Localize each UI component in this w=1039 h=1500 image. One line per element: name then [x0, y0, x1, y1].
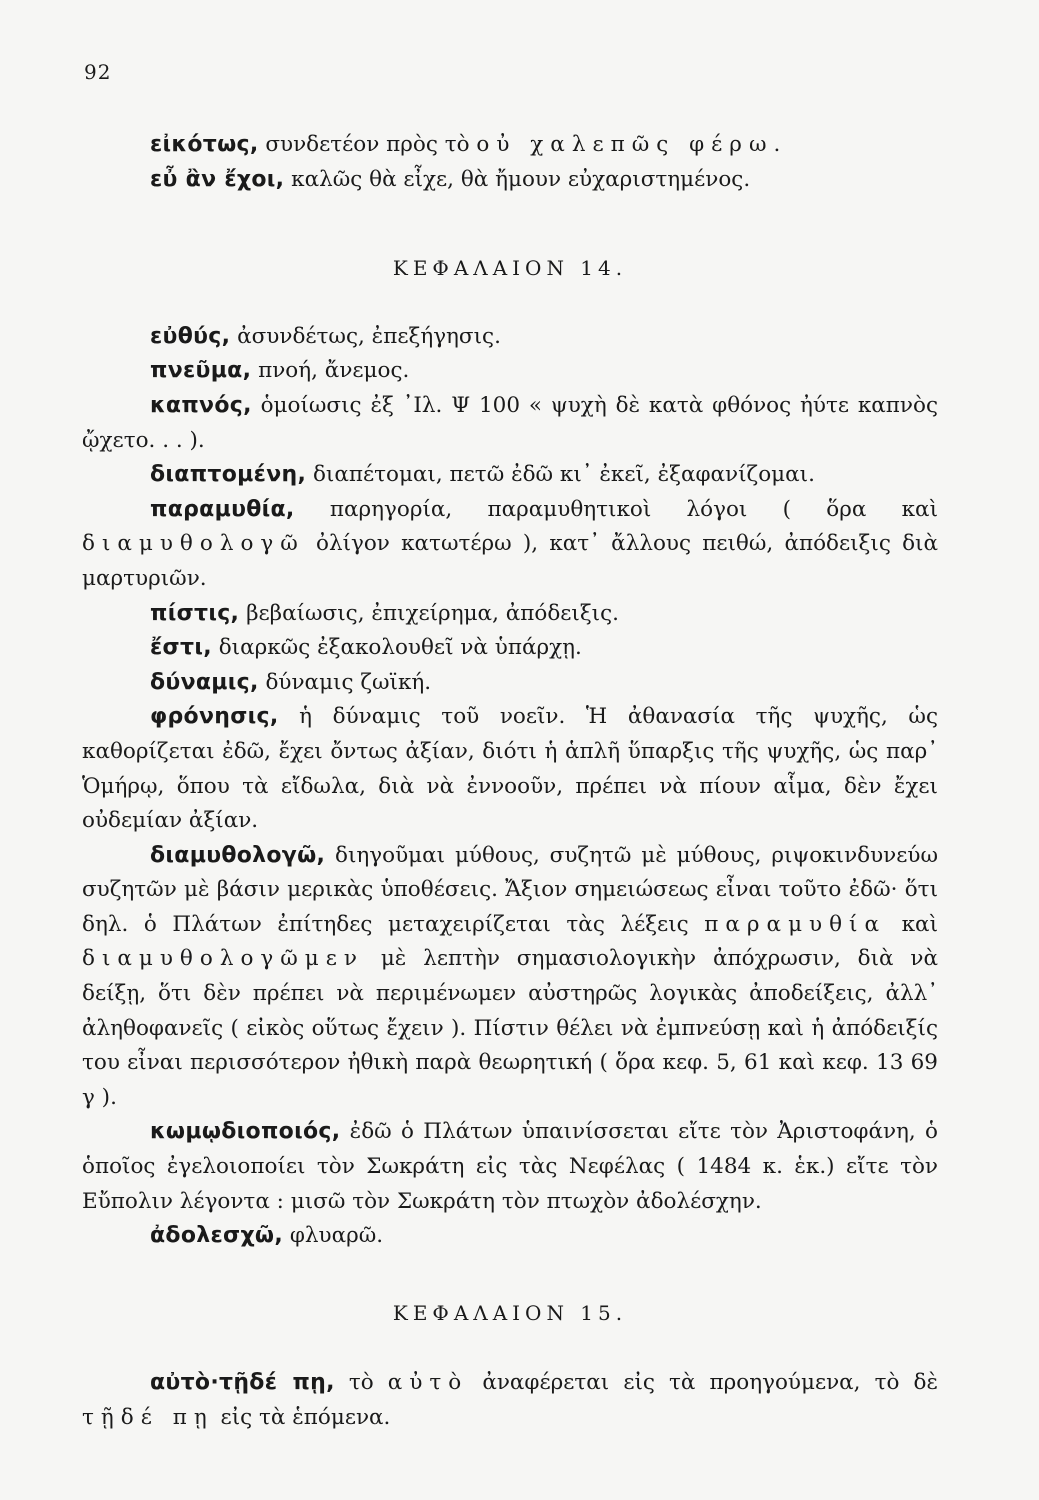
entry-term: διαμυθολογῶ, [150, 842, 326, 868]
entry-euthys [82, 320, 938, 355]
glossary-content [82, 128, 938, 1436]
chapter-heading-14: ΚΕΦΑΛΑΙΟΝ 14. [392, 256, 628, 281]
entry-text: πνοή, ἄνεμος. [251, 358, 410, 384]
entry-esti [82, 631, 938, 666]
entry-eikotos [82, 128, 938, 163]
entry-term: εἰκότως, [150, 132, 259, 157]
entry-text: . [773, 132, 781, 157]
entry-text: ἀναφέρεται εἰς τὰ προηγούμενα, τὸ δὲ [468, 1370, 938, 1396]
entry-text: διαπέτομαι, πετῶ ἐδῶ κι᾿ ἐκεῖ, ἐξαφανίζομαι. [306, 462, 815, 488]
entry-term: δύναμις, [150, 669, 259, 695]
entry-text: εἰς τὰ ἑπόμενα. [213, 1405, 391, 1430]
entry-text: φλυαρῶ. [283, 1223, 384, 1249]
entry-komodiopoios [82, 1115, 938, 1219]
page-number: 92 [84, 60, 112, 84]
spaced-term: αὐτὸ [387, 1370, 469, 1396]
spaced-term: τῇδέ πῃ [82, 1405, 214, 1430]
entry-auto-tede-pe [82, 1366, 938, 1435]
entry-pneuma [82, 354, 938, 389]
entry-term: πνεῦμα, [150, 358, 252, 384]
entry-kapnos [82, 389, 938, 458]
entry-term: καπνός, [150, 392, 252, 418]
entry-term: εὖ ἂν ἔχοι, [150, 166, 285, 192]
spaced-quote: οὐ χαλεπῶς φέρω [476, 132, 774, 157]
entry-term: εὐθύς, [150, 323, 231, 349]
spaced-term: διαμυθολογῶμεν [82, 946, 364, 972]
entry-text: συνδετέον πρὸς τὸ [258, 132, 477, 157]
entry-text: ἐδῶ ὁ Πλάτων ὑπαινίσσεται εἴτε τὸν Ἀριστοφάνη, ὁ ὁποῖος ἐγελοιοποίει τὸν Σωκράτη εἰς τὰς Νεφέλας ( 1484 κ. ἑκ.) εἴτε τὸν Εὔπολιν λέγοντα : μισῶ τὸν Σωκράτη τὸν πτωχὸν ἀδολέσχην. [82, 1119, 938, 1214]
entry-term: ἀδολεσχῶ, [150, 1223, 284, 1249]
entry-pistis [82, 597, 938, 632]
entry-term: πίστις, [150, 600, 240, 626]
entry-phronesis [82, 700, 938, 838]
entry-text: μὲ λεπτὴν σημασιολογικὴν ἀπόχρωσιν, διὰ νὰ δείξῃ, ὅτι δὲν πρέπει νὰ περιμένωμεν αὐστηρῶς λογικὰς ἀποδείξεις, ἀλλ᾿ ἀληθοφανεῖς ( εἰκὸς οὕτως ἔχειν ). Πίστιν θέλει νὰ ἐμπνεύσῃ καὶ ἡ ἀπόδειξίς του εἶναι περισσότερον ἠθικὴ παρὰ θεωρητική ( ὅρα κεφ. 5, 61 καὶ κεφ. 13 69 γ ). [82, 946, 938, 1110]
entry-adoleschо [82, 1219, 938, 1254]
chapter-heading-15: ΚΕΦΑΛΑΙΟΝ 15. [392, 1300, 628, 1325]
entry-term: αὐτὸ·τῇδέ πῃ, [150, 1370, 335, 1396]
spaced-term: διαμυθολογῶ [82, 531, 305, 557]
entry-text: ἀσυνδέτως, ἐπεξήγησις. [230, 323, 501, 349]
entry-eu-an-echoi [82, 163, 938, 198]
entry-term: κωμῳδιοποιός, [150, 1119, 341, 1145]
entry-text: δύναμις ζωϊκή. [258, 669, 432, 695]
entry-dynamis [82, 666, 938, 701]
spaced-term: παραμυθία [704, 911, 887, 937]
entry-text: ὀλίγον κατωτέρω ), κατ᾿ ἄλλους πειθώ, ἀπόδειξις διὰ μαρτυριῶν. [82, 531, 938, 591]
entry-term: φρόνησις, [150, 704, 279, 730]
entry-diaptomene [82, 458, 938, 493]
entry-term: διαπτομένη, [150, 462, 307, 488]
entry-diamythologo [82, 839, 938, 1116]
entry-text: διηγοῦμαι μύθους, συζητῶ μὲ μύθους, ριψοκινδυνεύω συζητῶν μὲ βάσιν μερικὰς ὑποθέσεις. Ἄξιον σημειώσεως εἶναι τοῦτο ἐδῶ· ὅτι δηλ. ὁ Πλάτων ἐπίτηδες μεταχειρίζεται τὰς λέξεις [82, 842, 938, 937]
entry-text: παρηγορία, παραμυθητικοὶ λόγοι ( ὅρα καὶ [294, 496, 938, 522]
entry-text: ἡ δύναμις τοῦ νοεῖν. Ἡ ἀθανασία τῆς ψυχῆς, ὡς καθορίζεται ἐδῶ, ἔχει ὄντως ἀξίαν, διότι ἡ ἁπλῆ ὕπαρξις τῆς ψυχῆς, ὡς παρ᾿ Ὁμήρῳ, ὅπου τὰ εἴδωλα, διὰ νὰ ἐννοοῦν, πρέπει νὰ πίουν αἷμα, δὲν ἔχει οὐδεμίαν ἀξίαν. [82, 704, 938, 834]
entry-text: βεβαίωσις, ἐπιχείρημα, ἀπόδειξις. [239, 600, 619, 626]
entry-text: ὁμοίωσις ἐξ ᾿Ιλ. Ψ 100 « ψυχὴ δὲ κατὰ φθόνος ἠύτε καπνὸς ᾤχετο. . . ). [82, 392, 938, 453]
entry-term: παραμυθία, [150, 496, 295, 522]
entry-text: καὶ [886, 911, 938, 937]
entry-text: τὸ [334, 1370, 388, 1396]
entry-term: ἔστι, [150, 635, 212, 661]
entry-text: διαρκῶς ἐξακολουθεῖ νὰ ὑπάρχῃ. [211, 635, 582, 661]
entry-paramythia [82, 493, 938, 597]
entry-text: καλῶς θὰ εἶχε, θὰ ἤμουν εὐχαριστημένος. [284, 166, 751, 192]
